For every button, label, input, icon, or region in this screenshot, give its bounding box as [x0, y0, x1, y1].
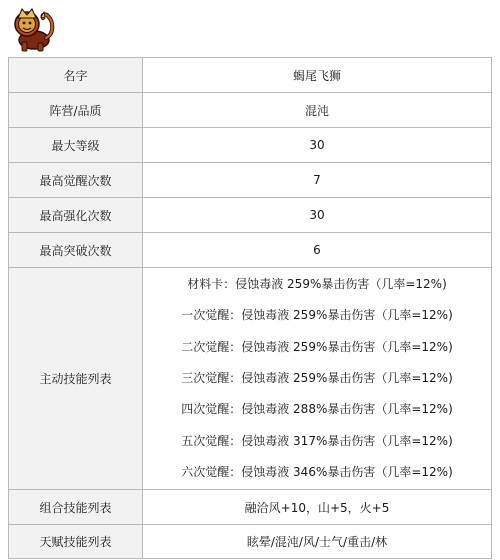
row-value: 混沌 [143, 93, 492, 128]
row-key: 阵营/品质 [9, 93, 143, 128]
row-key: 最高强化次数 [9, 198, 143, 233]
talent-value: 眩晕/混沌/风/士气/重击/林 [143, 525, 492, 559]
table-row [9, 58, 492, 93]
skill-line: 一次觉醒：侵蚀毒液 259%暴击伤害（几率=12%) [181, 308, 453, 323]
table-row-talent [9, 525, 492, 559]
skill-line: 材料卡：侵蚀毒液 259%暴击伤害（几率=12%) [187, 277, 447, 291]
row-value: 6 [143, 233, 492, 268]
talent-key: 天赋技能列表 [9, 525, 143, 559]
skill-line: 六次觉醒：侵蚀毒液 346%暴击伤害（几率=12%) [181, 464, 453, 479]
row-value: 蝎尾飞狮 [143, 58, 492, 93]
skill-line: 二次觉醒：侵蚀毒液 259%暴击伤害（几率=12%) [181, 339, 453, 354]
row-key: 名字 [9, 58, 143, 93]
table-row-skills [9, 268, 492, 490]
skills-value [143, 268, 492, 490]
table-row [9, 233, 492, 268]
row-key: 最高觉醒次数 [9, 163, 143, 198]
skill-line: 三次觉醒：侵蚀毒液 259%暴击伤害（几率=12%) [181, 370, 453, 385]
table-row [9, 198, 492, 233]
info-table [8, 57, 492, 559]
skill-list [143, 268, 491, 489]
skill-line: 四次觉醒：侵蚀毒液 288%暴击伤害（几率=12%) [181, 402, 453, 417]
row-key: 最大等级 [9, 128, 143, 163]
table-row [9, 93, 492, 128]
table-row-combo [9, 490, 492, 525]
row-key: 最高突破次数 [9, 233, 143, 268]
table-row [9, 163, 492, 198]
manticore-portrait-icon [10, 6, 56, 52]
table-row [9, 128, 492, 163]
row-value: 30 [143, 128, 492, 163]
combo-value: 融洽风+10，山+5，火+5 [143, 490, 492, 525]
row-value: 7 [143, 163, 492, 198]
row-value: 30 [143, 198, 492, 233]
skills-key: 主动技能列表 [9, 268, 143, 490]
skill-line: 五次觉醒：侵蚀毒液 317%暴击伤害（几率=12%) [181, 433, 453, 448]
combo-key: 组合技能列表 [9, 490, 143, 525]
